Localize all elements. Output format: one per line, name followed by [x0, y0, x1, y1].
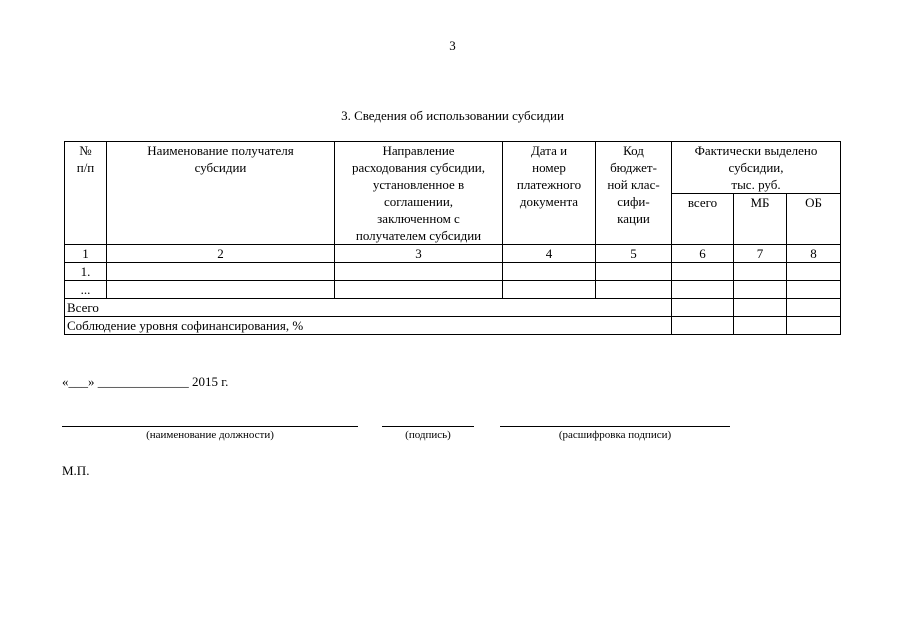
- table-cell: [787, 317, 841, 335]
- table-cell: [503, 281, 596, 299]
- table-cell: [335, 263, 503, 281]
- header-recipient: Наименование получателя субсидии: [107, 142, 335, 245]
- header-ob: ОБ: [787, 194, 841, 245]
- header-direction: Направление расходования субсидии, установленное в соглашении, заключенном с получателем субсидии: [335, 142, 503, 245]
- table-cell: [672, 299, 734, 317]
- subsidy-usage-table: [64, 141, 841, 335]
- column-number: 4: [503, 245, 596, 263]
- total-label: Всего: [65, 299, 672, 317]
- column-number: 8: [787, 245, 841, 263]
- column-number: 1: [65, 245, 107, 263]
- signature-caption: (подпись): [405, 429, 451, 441]
- total-row: [65, 299, 841, 317]
- table-cell: [672, 317, 734, 335]
- table-cell: [107, 263, 335, 281]
- table-row: [65, 263, 841, 281]
- cofinancing-label: Соблюдение уровня софинансирования, %: [65, 317, 672, 335]
- table-cell: [596, 263, 672, 281]
- table-cell: [734, 299, 787, 317]
- table-cell: [734, 263, 787, 281]
- position-line: [62, 426, 358, 427]
- section-title: 3. Сведения об использовании субсидии: [341, 108, 564, 123]
- stamp-label: М.П.: [62, 463, 90, 478]
- table-cell: [787, 299, 841, 317]
- table-cell: [734, 281, 787, 299]
- table-cell: [734, 317, 787, 335]
- table-cell: [596, 281, 672, 299]
- decoding-line: [500, 426, 730, 427]
- column-number: 2: [107, 245, 335, 263]
- table-row: [65, 281, 841, 299]
- table-cell: [503, 263, 596, 281]
- table-cell: [787, 281, 841, 299]
- column-number: 7: [734, 245, 787, 263]
- header-num: № п/п: [65, 142, 107, 245]
- date-line: «___» ______________ 2015 г.: [62, 374, 229, 389]
- header-actual: Фактически выделено субсидии, тыс. руб.: [672, 142, 841, 194]
- header-row-1: [65, 142, 841, 194]
- row-number: 1.: [65, 263, 107, 281]
- signature-line: [382, 426, 474, 427]
- cofinancing-row: [65, 317, 841, 335]
- header-total: всего: [672, 194, 734, 245]
- table-cell: [672, 263, 734, 281]
- row-number: ...: [65, 281, 107, 299]
- column-number: 5: [596, 245, 672, 263]
- page-number: 3: [449, 38, 456, 53]
- column-numbers-row: [65, 245, 841, 263]
- position-caption: (наименование должности): [146, 429, 274, 441]
- decoding-caption: (расшифровка подписи): [558, 429, 672, 441]
- header-date: Дата и номер платежного документа: [503, 142, 596, 245]
- table-cell: [335, 281, 503, 299]
- header-mb: МБ: [734, 194, 787, 245]
- table-cell: [672, 281, 734, 299]
- table-cell: [107, 281, 335, 299]
- column-number: 3: [335, 245, 503, 263]
- table-cell: [787, 263, 841, 281]
- column-number: 6: [672, 245, 734, 263]
- header-code: Код бюджет- ной клас- сифи- кации: [596, 142, 672, 245]
